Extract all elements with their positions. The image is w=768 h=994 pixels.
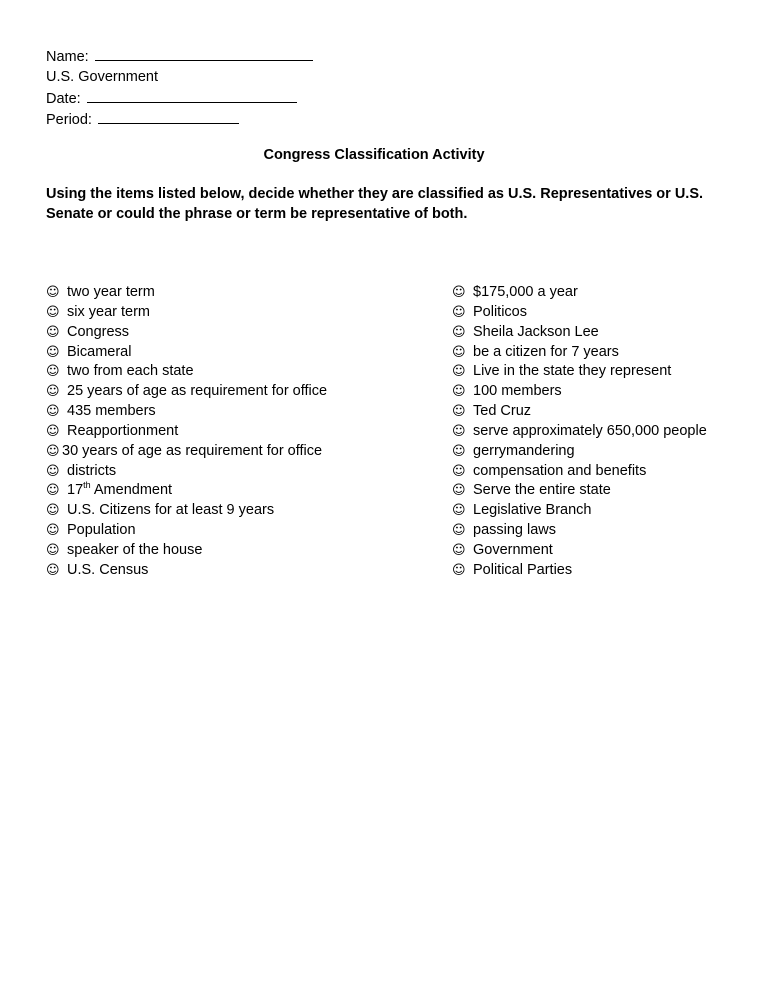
term-text: compensation and benefits [473,462,647,479]
date-blank[interactable] [87,88,297,103]
smiley-icon: ☺ [46,285,60,300]
smiley-icon: ☺ [452,523,466,539]
term-text: 25 years of age as requirement for office [67,383,328,400]
list-item [452,561,707,581]
list-item [46,501,327,521]
term-text: Political Parties [473,561,573,578]
list-item [46,283,327,303]
term-text: Legislative Branch [473,502,592,519]
smiley-icon: ☺ [46,364,60,380]
smiley-icon: ☺ [46,384,60,400]
term-text: Reapportionment [67,422,179,439]
smiley-icon: ☺ [46,523,60,539]
list-item [452,402,707,422]
term-text: 100 members [473,383,562,400]
list-item [46,561,327,581]
term-text: U.S. Census [67,561,149,578]
smiley-icon: ☺ [46,503,60,519]
smiley-icon: ☺ [452,344,466,360]
term-text: Politicos [473,303,527,320]
list-item [452,422,707,442]
name-blank[interactable] [95,46,313,61]
list-item [46,422,327,442]
list-item [452,362,707,382]
smiley-icon: ☺ [452,404,466,420]
date-line [46,88,313,110]
list-item [452,303,707,323]
period-line [46,109,313,131]
list-item [452,521,707,541]
name-line [46,46,313,68]
list-item [46,362,327,382]
course-line [46,68,313,88]
term-text: 435 members [67,403,156,420]
term-text: Population [67,522,136,539]
amendment-ordinal: th [83,480,91,491]
smiley-icon: ☺ [46,324,60,340]
smiley-icon: ☺ [452,463,466,479]
term-text: two year term [67,284,155,300]
term-text: serve approximately 650,000 people [473,422,707,439]
smiley-icon: ☺ [452,324,466,340]
list-item [452,462,707,482]
smiley-icon: ☺ [46,344,60,360]
term-text: passing laws [473,522,557,539]
list-item [452,343,707,363]
term-text: Ted Cruz [473,403,532,420]
list-item [452,382,707,402]
smiley-icon: ☺ [452,542,466,558]
activity-title: Congress Classification Activity [263,147,485,163]
list-item [452,481,707,501]
term-text [67,481,172,501]
list-item [46,382,327,402]
term-text: Bicameral [67,343,132,360]
amendment-number: 17 [67,482,84,499]
term-text: U.S. Citizens for at least 9 years [67,502,275,519]
smiley-icon: ☺ [452,364,466,380]
term-text: Serve the entire state [473,482,611,499]
list-item [452,442,707,462]
student-info-header [46,46,313,131]
list-item [46,481,327,501]
smiley-icon: ☺ [452,562,466,578]
list-item [452,323,707,343]
smiley-icon: ☺ [452,423,466,439]
list-item [46,303,327,323]
list-item [46,521,327,541]
smiley-icon: ☺ [452,384,466,400]
term-text: Government [473,541,553,558]
smiley-icon: ☺ [46,562,60,578]
smiley-icon: ☺ [46,423,60,439]
amendment-suffix: Amendment [90,482,173,499]
smiley-icon: ☺ [46,304,60,320]
smiley-icon: ☺ [452,304,466,320]
smiley-icon: ☺ [452,503,466,519]
term-text: districts [67,462,117,479]
list-item [452,283,707,303]
smiley-icon: ☺ [46,443,60,459]
term-text: $175,000 a year [473,284,578,300]
list-item [46,541,327,561]
list-item [452,541,707,561]
list-item [46,442,327,462]
term-text: gerrymandering [473,442,575,459]
term-text: be a citizen for 7 years [473,343,619,360]
name-label: Name: [46,49,89,65]
term-text: speaker of the house [67,541,203,558]
smiley-icon: ☺ [46,463,60,479]
instructions: Using the items listed below, decide whether they are classified as U.S. Representatives or U.S. Senate or could the phrase or term be representative of both. [46,186,704,222]
list-item [46,323,327,343]
term-text: two from each state [67,363,194,380]
period-label: Period: [46,112,92,129]
term-text: Sheila Jackson Lee [473,323,599,340]
period-blank[interactable] [98,109,239,124]
term-text: Live in the state they represent [473,363,672,380]
right-term-list [452,283,707,581]
date-label: Date: [46,90,81,107]
smiley-icon: ☺ [452,285,466,300]
smiley-icon: ☺ [452,483,466,499]
smiley-icon: ☺ [46,483,60,499]
course-name: U.S. Government [46,68,159,85]
term-text: 30 years of age as requirement for office [62,442,323,459]
list-item [46,343,327,363]
list-item [452,501,707,521]
list-item [46,402,327,422]
term-text: Congress [67,323,130,340]
term-text: six year term [67,303,150,320]
list-item [46,462,327,482]
left-term-list [46,283,327,581]
smiley-icon: ☺ [452,443,466,459]
smiley-icon: ☺ [46,542,60,558]
smiley-icon: ☺ [46,404,60,420]
